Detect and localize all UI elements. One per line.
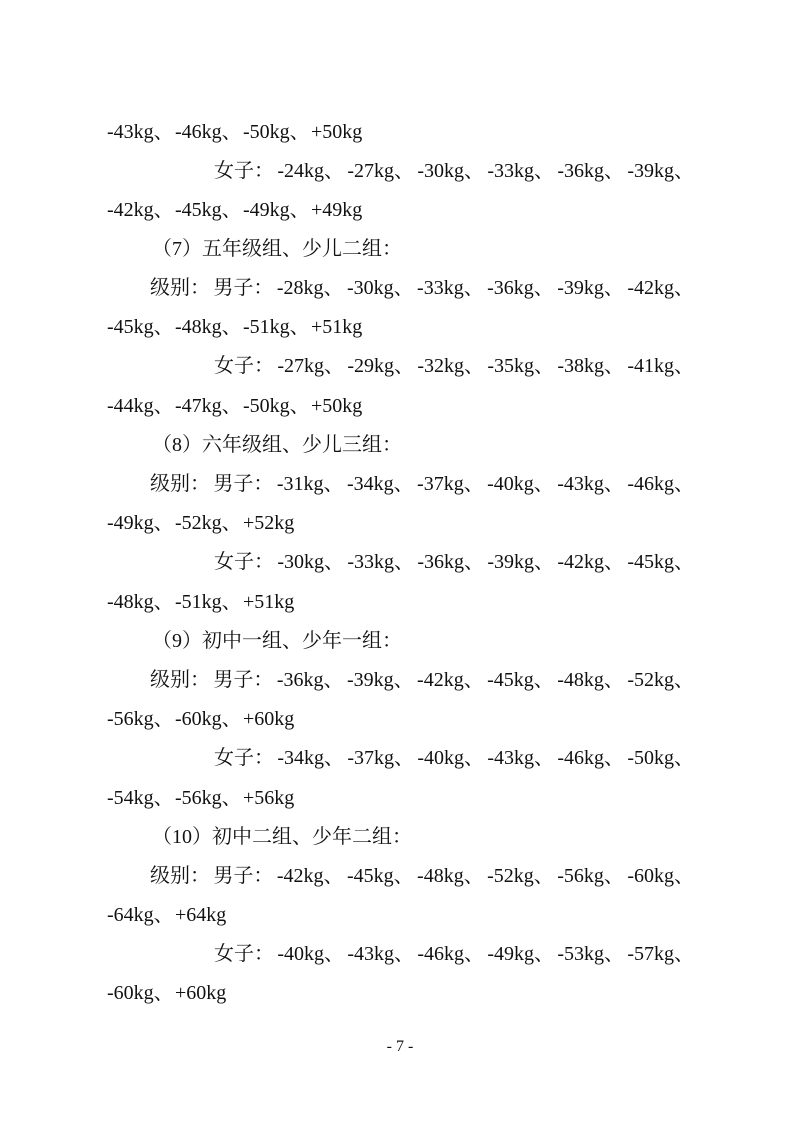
text-segment: -31kg、 xyxy=(276,473,344,495)
text-segment: 女子： xyxy=(214,747,274,769)
text-segment: -45kg、 xyxy=(346,865,414,887)
text-segment: -37kg、 xyxy=(347,747,414,769)
text-line: -50kg、 xyxy=(243,121,310,143)
text-segment: -28kg、 xyxy=(276,277,344,299)
text-segment: -57kg、 xyxy=(627,943,694,965)
text-segment: -27kg、 xyxy=(347,160,414,182)
text-segment: -37kg、 xyxy=(417,473,484,495)
text-segment: -36kg、 xyxy=(487,277,554,299)
text-line: -45kg、 xyxy=(175,199,242,221)
text-segment: -42kg、 xyxy=(276,865,344,887)
text-segment: -30kg、 xyxy=(417,160,484,182)
text-line: +51kg xyxy=(311,316,363,338)
section-heading: （9）初中一组、少年一组： xyxy=(152,630,402,652)
text-segment: 女子： xyxy=(214,551,274,573)
text-line: -49kg、 xyxy=(243,199,310,221)
text-line: -48kg、 xyxy=(175,316,242,338)
text-segment: -30kg、 xyxy=(277,551,344,573)
section-heading: （10）初中二组、少年二组： xyxy=(152,826,412,848)
text-line: -51kg、 xyxy=(243,316,310,338)
text-line: -44kg、 xyxy=(107,395,174,417)
text-line: +60kg xyxy=(175,982,227,1004)
text-line xyxy=(150,470,694,498)
text-segment: -56kg、 xyxy=(557,865,624,887)
text-segment: -40kg、 xyxy=(277,943,344,965)
text-segment: 男子： xyxy=(213,277,274,299)
text-segment: -39kg、 xyxy=(346,669,414,691)
text-segment: -34kg、 xyxy=(346,473,414,495)
text-line: -42kg、 xyxy=(107,199,174,221)
text-segment: -39kg、 xyxy=(557,277,624,299)
text-line: -49kg、 xyxy=(107,512,174,534)
text-segment: -43kg、 xyxy=(487,747,554,769)
text-line xyxy=(214,940,694,968)
text-segment: -36kg、 xyxy=(417,551,484,573)
text-segment: -50kg、 xyxy=(627,747,694,769)
section-heading: （8）六年级组、少儿三组： xyxy=(152,434,402,456)
text-line: -52kg、 xyxy=(175,512,242,534)
text-segment: 级别： xyxy=(150,473,210,495)
text-segment: -36kg、 xyxy=(276,669,344,691)
text-line xyxy=(214,744,694,772)
text-line: +52kg xyxy=(243,512,295,534)
text-segment: -32kg、 xyxy=(417,355,484,377)
text-line: +51kg xyxy=(243,591,295,613)
text-line: -56kg、 xyxy=(175,787,242,809)
text-line xyxy=(150,862,694,890)
page-number: - 7 - xyxy=(386,1038,414,1055)
text-line xyxy=(150,274,694,302)
text-segment: -41kg、 xyxy=(627,355,694,377)
text-segment: -42kg、 xyxy=(557,551,624,573)
text-segment: -30kg、 xyxy=(346,277,414,299)
text-segment: -53kg、 xyxy=(557,943,624,965)
text-line: -60kg、 xyxy=(175,708,242,730)
text-line: +56kg xyxy=(243,787,295,809)
text-segment: 女子： xyxy=(214,943,274,965)
text-segment: -38kg、 xyxy=(557,355,624,377)
text-line: -48kg、 xyxy=(107,591,174,613)
text-segment: -40kg、 xyxy=(417,747,484,769)
text-segment: 女子： xyxy=(214,160,274,182)
text-segment: -33kg、 xyxy=(417,277,484,299)
text-line: -64kg、 xyxy=(107,904,174,926)
text-segment: -46kg、 xyxy=(627,473,694,495)
text-segment: -24kg、 xyxy=(277,160,344,182)
text-segment: -48kg、 xyxy=(417,865,484,887)
text-line: -46kg、 xyxy=(175,121,242,143)
text-segment: -33kg、 xyxy=(487,160,554,182)
text-segment: -52kg、 xyxy=(487,865,554,887)
text-segment: -43kg、 xyxy=(557,473,624,495)
text-segment: -45kg、 xyxy=(487,669,554,691)
text-line: +60kg xyxy=(243,708,295,730)
text-segment: -46kg、 xyxy=(557,747,624,769)
text-segment: -35kg、 xyxy=(487,355,554,377)
text-line: -45kg、 xyxy=(107,316,174,338)
text-line xyxy=(214,548,694,576)
text-line: -56kg、 xyxy=(107,708,174,730)
text-segment: -33kg、 xyxy=(347,551,414,573)
text-line: +50kg xyxy=(311,395,363,417)
text-segment: -29kg、 xyxy=(347,355,414,377)
text-segment: -49kg、 xyxy=(487,943,554,965)
text-segment: -39kg、 xyxy=(487,551,554,573)
text-line: +64kg xyxy=(175,904,227,926)
text-segment: -43kg、 xyxy=(347,943,414,965)
text-segment: 级别： xyxy=(150,865,210,887)
text-segment: -42kg、 xyxy=(627,277,694,299)
text-segment: 级别： xyxy=(150,277,210,299)
text-segment: -27kg、 xyxy=(277,355,344,377)
text-segment: 级别： xyxy=(150,669,210,691)
text-segment: -39kg、 xyxy=(627,160,694,182)
text-line: -43kg、 xyxy=(107,121,174,143)
text-segment: -34kg、 xyxy=(277,747,344,769)
text-segment: 女子： xyxy=(214,355,274,377)
text-line: -50kg、 xyxy=(243,395,310,417)
text-segment: -60kg、 xyxy=(627,865,694,887)
text-line: -60kg、 xyxy=(107,982,174,1004)
text-line xyxy=(214,352,694,380)
text-segment: -45kg、 xyxy=(627,551,694,573)
text-segment: -48kg、 xyxy=(557,669,624,691)
text-segment: -40kg、 xyxy=(487,473,554,495)
text-line: +50kg xyxy=(311,121,363,143)
text-segment: -46kg、 xyxy=(417,943,484,965)
text-segment: 男子： xyxy=(213,473,274,495)
text-segment: -36kg、 xyxy=(557,160,624,182)
text-line: -47kg、 xyxy=(175,395,242,417)
text-segment: -52kg、 xyxy=(627,669,694,691)
text-segment: 男子： xyxy=(213,865,274,887)
text-line: -54kg、 xyxy=(107,787,174,809)
text-line xyxy=(150,666,694,694)
text-line: +49kg xyxy=(311,199,363,221)
text-segment: -42kg、 xyxy=(417,669,484,691)
section-heading: （7）五年级组、少儿二组： xyxy=(152,238,402,260)
text-segment: 男子： xyxy=(213,669,274,691)
text-line xyxy=(214,157,694,185)
text-line: -51kg、 xyxy=(175,591,242,613)
